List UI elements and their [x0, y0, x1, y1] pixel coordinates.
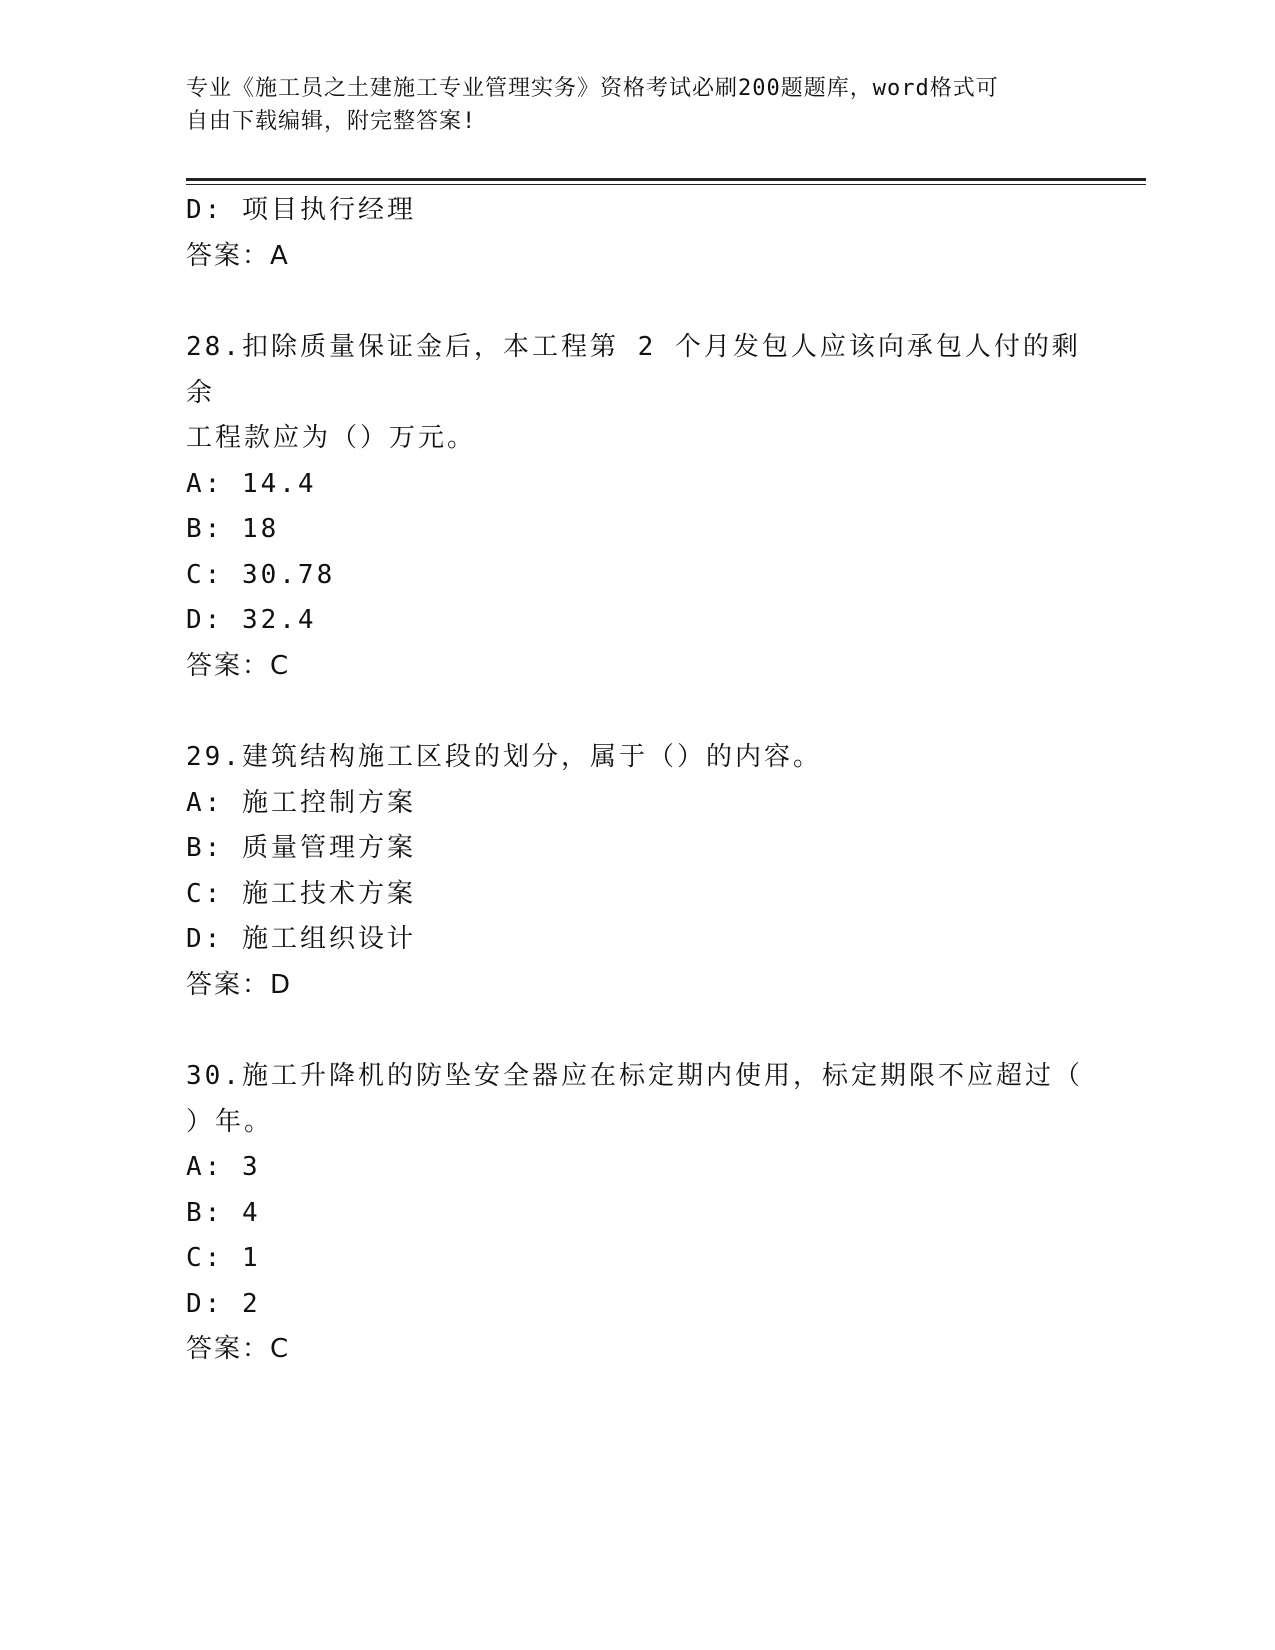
header-title-line-2: 自由下载编辑，附完整答案! — [186, 109, 477, 134]
option-a: A: 14.4 — [186, 468, 317, 499]
answer-line: 答案：C — [186, 650, 291, 681]
previous-question-tail — [186, 188, 1086, 279]
option-d: D: 项目执行经理 — [186, 195, 416, 225]
answer-line: 答案：D — [186, 969, 293, 1000]
document-header — [186, 72, 1066, 138]
question-list — [186, 188, 1086, 1373]
question-30 — [186, 1054, 1086, 1373]
question-text-line-1: 28.扣除质量保证金后，本工程第 2 个月发包人应该向承包人付的剩余 — [186, 332, 1081, 408]
question-text-line-1: 30.施工升降机的防坠安全器应在标定期内使用，标定期限不应超过（ — [186, 1061, 1083, 1091]
option-a: A: 3 — [186, 1152, 261, 1182]
answer-line: 答案：C — [186, 1334, 291, 1364]
option-c: C: 1 — [186, 1243, 261, 1273]
option-d: D: 施工组织设计 — [186, 924, 416, 954]
option-d: D: 32.4 — [186, 605, 317, 635]
option-b: B: 18 — [186, 514, 280, 544]
header-divider-thick — [186, 178, 1146, 181]
header-divider-thin — [186, 184, 1146, 185]
option-b: B: 4 — [186, 1197, 261, 1228]
question-text-line-2: ）年。 — [186, 1106, 274, 1137]
option-d: D: 2 — [186, 1288, 261, 1319]
answer-line: 答案：A — [186, 240, 290, 271]
question-28 — [186, 325, 1086, 689]
question-29 — [186, 735, 1086, 1008]
option-c: C: 30.78 — [186, 559, 336, 590]
header-title-line-1: 专业《施工员之土建施工专业管理实务》资格考试必刷200题题库，word格式可 — [186, 76, 999, 101]
question-text-line-1: 29.建筑结构施工区段的划分，属于（）的内容。 — [186, 742, 822, 772]
option-c: C: 施工技术方案 — [186, 878, 416, 909]
option-a: A: 施工控制方案 — [186, 787, 416, 818]
option-b: B: 质量管理方案 — [186, 833, 416, 863]
question-text-line-2: 工程款应为（）万元。 — [186, 423, 477, 453]
